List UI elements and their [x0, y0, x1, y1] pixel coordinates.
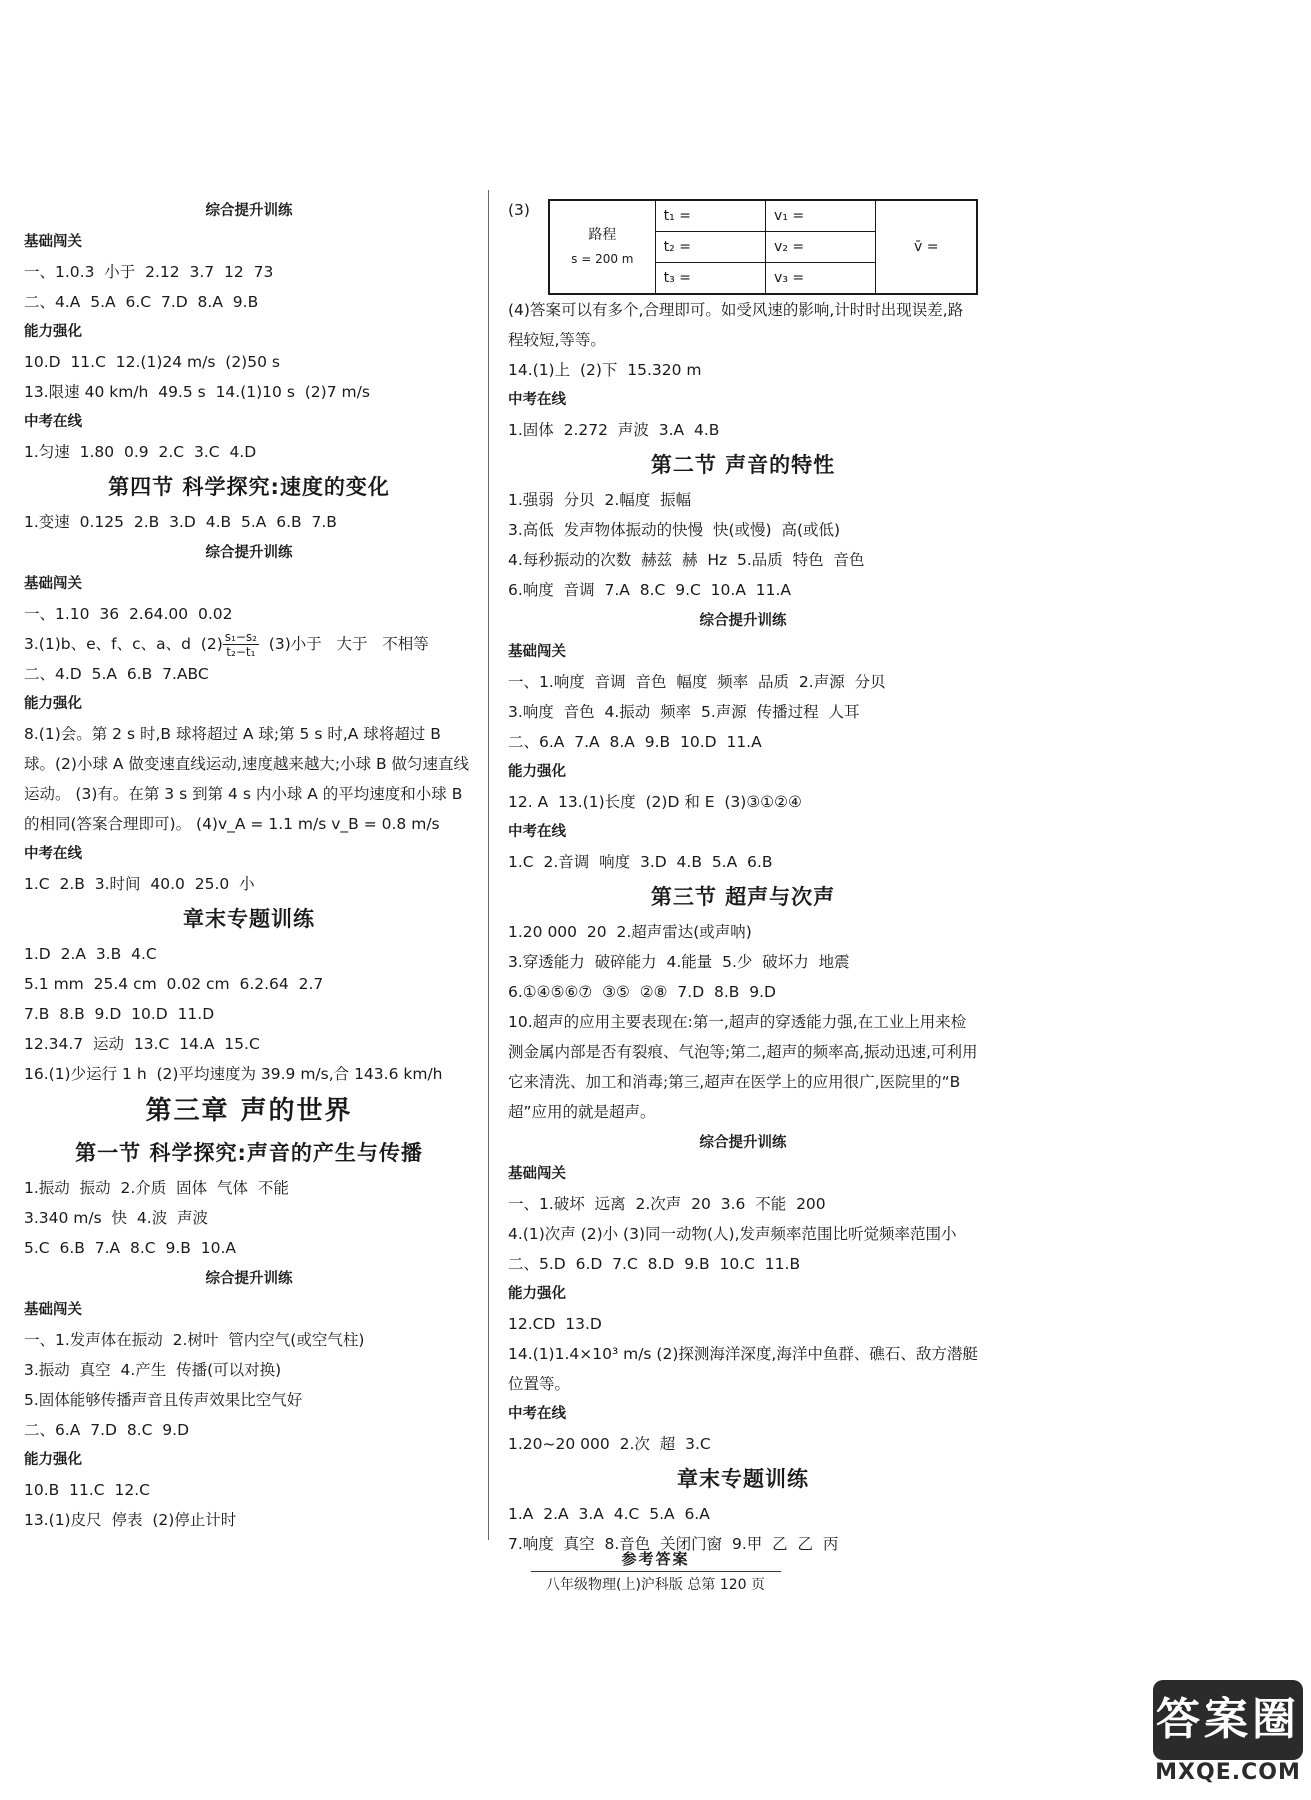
category-label: 基础闯关 [24, 1302, 82, 1318]
answer-line: 4.每秒振动的次数 赫兹 赫 Hz 5.品质 特色 音色 [508, 551, 865, 569]
answer-line: 10.D 11.C 12.(1)24 m/s (2)50 s [24, 353, 280, 371]
answer-line: 1.固体 2.272 声波 3.A 4.B [508, 421, 720, 439]
category-label: 基础闯关 [508, 1166, 566, 1182]
answer-line: 一、1.响度 音调 音色 幅度 频率 品质 2.声源 分贝 [508, 673, 886, 691]
answer-line: 7.响度 真空 8.音色 关闭门窗 9.甲 乙 乙 丙 [508, 1535, 839, 1553]
category-label: 基础闯关 [24, 234, 82, 250]
category-label: 能力强化 [24, 696, 82, 712]
time-cell-2: t₂ = [655, 232, 765, 263]
category-label: 中考在线 [24, 846, 82, 862]
answer-line: 1.振动 振动 2.介质 固体 气体 不能 [24, 1179, 289, 1197]
answer-paragraph: 8.(1)会。第 2 s 时,B 球将超过 A 球;第 5 s 时,A 球将超过 B 球。(2)小球 A 做变速直线运动,速度越来越大;小球 B 做匀速直线运动。 (3)有。在第 3 s 到第 4 s 内小球 A 的平均速度和小球 B 的相同(答案合理即可)。 (4)v_A = 1.1 m/s v_B = 0.8 m/s [24, 725, 470, 833]
answer-line: 一、1.破坏 远离 2.次声 20 3.6 不能 200 [508, 1195, 826, 1213]
answer-line: 3.穿透能力 破碎能力 4.能量 5.少 破坏力 地震 [508, 953, 850, 971]
answer-line: 13.限速 40 km/h 49.5 s 14.(1)10 s (2)7 m/s [24, 383, 370, 401]
footer-book-info: 八年级物理(上)沪科版 总第 120 页 [546, 1577, 765, 1593]
answer-paragraph: 4.(1)次声 (2)小 (3)同一动物(人),发声频率范围比听觉频率范围小 [508, 1225, 957, 1243]
answer-paragraph: (4)答案可以有多个,合理即可。如受风速的影响,计时时出现误差,路程较短,等等。 [508, 301, 964, 349]
answer-line [24, 629, 474, 659]
section-heading: 第三节 超声与次声 [650, 885, 836, 909]
category-label: 基础闯关 [508, 644, 566, 660]
speed-cell-2: v₂ = [766, 232, 876, 263]
answer-line: 5.1 mm 25.4 cm 0.02 cm 6.2.64 2.7 [24, 975, 324, 993]
column-divider [488, 190, 489, 1540]
answer-line: 1.20 000 20 2.超声雷达(或声呐) [508, 923, 752, 941]
category-label: 能力强化 [24, 1452, 82, 1468]
answer-line: 1.A 2.A 3.A 4.C 5.A 6.A [508, 1505, 710, 1523]
answer-line: 二、4.A 5.A 6.C 7.D 8.A 9.B [24, 293, 259, 311]
answer-line: 14.(1)上 (2)下 15.320 m [508, 361, 702, 379]
section-subtitle: 综合提升训练 [699, 613, 787, 629]
answer-line: 二、4.D 5.A 6.B 7.ABC [24, 665, 209, 683]
section-subtitle: 综合提升训练 [699, 1135, 787, 1151]
answer-text: (3)小于 大于 不相等 [258, 635, 429, 653]
answer-paragraph: 10.超声的应用主要表现在:第一,超声的穿透能力强,在工业上用来检测金属内部是否有裂痕、气泡等;第二,超声的频率高,振动迅速,可利用它来清洗、加工和消毒;第三,超声在医学上的应用很广,医院里的“B超”应用的就是超声。 [508, 1013, 978, 1121]
answer-line: 一、1.10 36 2.64.00 0.02 [24, 605, 233, 623]
route-cell [549, 200, 655, 294]
answer-line: 一、1.发声体在振动 2.树叶 管内空气(或空气柱) [24, 1331, 365, 1349]
category-label: 中考在线 [508, 824, 566, 840]
answer-line: 二、5.D 6.D 7.C 8.D 9.B 10.C 11.B [508, 1255, 801, 1273]
section-heading: 章末专题训练 [183, 907, 315, 931]
answer-line: 16.(1)少运行 1 h (2)平均速度为 39.9 m/s,合 143.6 km/h [24, 1065, 443, 1083]
answer-line: 1.强弱 分贝 2.幅度 振幅 [508, 491, 692, 509]
section-heading: 第一节 科学探究:声音的产生与传播 [75, 1141, 423, 1165]
answer-line: 5.固体能够传播声音且传声效果比空气好 [24, 1391, 303, 1409]
route-label: 路程 [588, 227, 617, 243]
chapter-heading: 第三章 声的世界 [145, 1096, 353, 1126]
answer-line: 13.(1)皮尺 停表 (2)停止计时 [24, 1511, 237, 1529]
answer-line: 3.振动 真空 4.产生 传播(可以对换) [24, 1361, 282, 1379]
section-heading: 第四节 科学探究:速度的变化 [108, 475, 390, 499]
time-cell-3: t₃ = [655, 263, 765, 295]
answer-paragraph: 14.(1)1.4×10³ m/s (2)探测海洋深度,海洋中鱼群、礁石、敌方潜艇位置等。 [508, 1345, 978, 1393]
section-heading: 章末专题训练 [677, 1467, 809, 1491]
section-subtitle: 综合提升训练 [205, 545, 293, 561]
answer-line: 3.340 m/s 快 4.波 声波 [24, 1209, 209, 1227]
category-label: 能力强化 [508, 1286, 566, 1302]
answer-line: 二、6.A 7.A 8.A 9.B 10.D 11.A [508, 733, 762, 751]
route-time-speed-table [548, 199, 978, 295]
category-label: 能力强化 [24, 324, 82, 340]
average-speed-cell: v̄ = [876, 200, 977, 294]
watermark-site: MXQE.COM [1155, 1760, 1301, 1785]
answer-line: 1.D 2.A 3.B 4.C [24, 945, 157, 963]
answer-line: 5.C 6.B 7.A 8.C 9.B 10.A [24, 1239, 236, 1257]
answer-line: 3.响度 音色 4.振动 频率 5.声源 传播过程 人耳 [508, 703, 860, 721]
category-label: 中考在线 [508, 1406, 566, 1422]
right-column [508, 195, 978, 1559]
page-footer [0, 1548, 1311, 1594]
answer-line: 1.C 2.B 3.时间 40.0 25.0 小 [24, 875, 255, 893]
answer-line: 6.响度 音调 7.A 8.C 9.C 10.A 11.A [508, 581, 792, 599]
fraction [223, 630, 259, 659]
section-subtitle: 综合提升训练 [205, 203, 293, 219]
answer-line: 10.B 11.C 12.C [24, 1481, 150, 1499]
route-table-block [508, 195, 978, 295]
answer-line: 6.①④⑤⑥⑦ ③⑤ ②⑧ 7.D 8.B 9.D [508, 983, 776, 1001]
fraction-numerator: s₁−s₂ [224, 630, 257, 644]
answer-line: 一、1.0.3 小于 2.12 3.7 12 73 [24, 263, 274, 281]
footer-rule [531, 1571, 781, 1572]
left-column [24, 195, 474, 1535]
answer-line: 12.34.7 运动 13.C 14.A 15.C [24, 1035, 260, 1053]
answer-line: 1.20~20 000 2.次 超 3.C [508, 1435, 711, 1453]
category-label: 基础闯关 [24, 576, 82, 592]
answer-line: 1.C 2.音调 响度 3.D 4.B 5.A 6.B [508, 853, 773, 871]
footer-title: 参考答案 [621, 1550, 690, 1568]
answer-text: 3.(1)b、e、f、c、a、d (2) [24, 635, 223, 653]
watermark-mark: 答案圈 [1153, 1680, 1303, 1760]
answer-line: 1.匀速 1.80 0.9 2.C 3.C 4.D [24, 443, 257, 461]
answer-line: 1.变速 0.125 2.B 3.D 4.B 5.A 6.B 7.B [24, 513, 337, 531]
answer-line: 3.高低 发声物体振动的快慢 快(或慢) 高(或低) [508, 521, 841, 539]
section-heading: 第二节 声音的特性 [650, 453, 836, 477]
category-label: 中考在线 [24, 414, 82, 430]
watermark-logo [1153, 1680, 1303, 1792]
fraction-denominator: t₂−t₁ [226, 645, 256, 659]
answer-line: 12. A 13.(1)长度 (2)D 和 E (3)③①②④ [508, 793, 802, 811]
answer-line: 12.CD 13.D [508, 1315, 602, 1333]
time-cell-1: t₁ = [655, 200, 765, 232]
answer-line: 二、6.A 7.D 8.C 9.D [24, 1421, 190, 1439]
speed-cell-3: v₃ = [766, 263, 876, 295]
answer-line: 7.B 8.B 9.D 10.D 11.D [24, 1005, 215, 1023]
route-value: s = 200 m [571, 252, 634, 266]
table-item-label: (3) [508, 201, 530, 219]
section-subtitle: 综合提升训练 [205, 1271, 293, 1287]
speed-cell-1: v₁ = [766, 200, 876, 232]
category-label: 中考在线 [508, 392, 566, 408]
category-label: 能力强化 [508, 764, 566, 780]
